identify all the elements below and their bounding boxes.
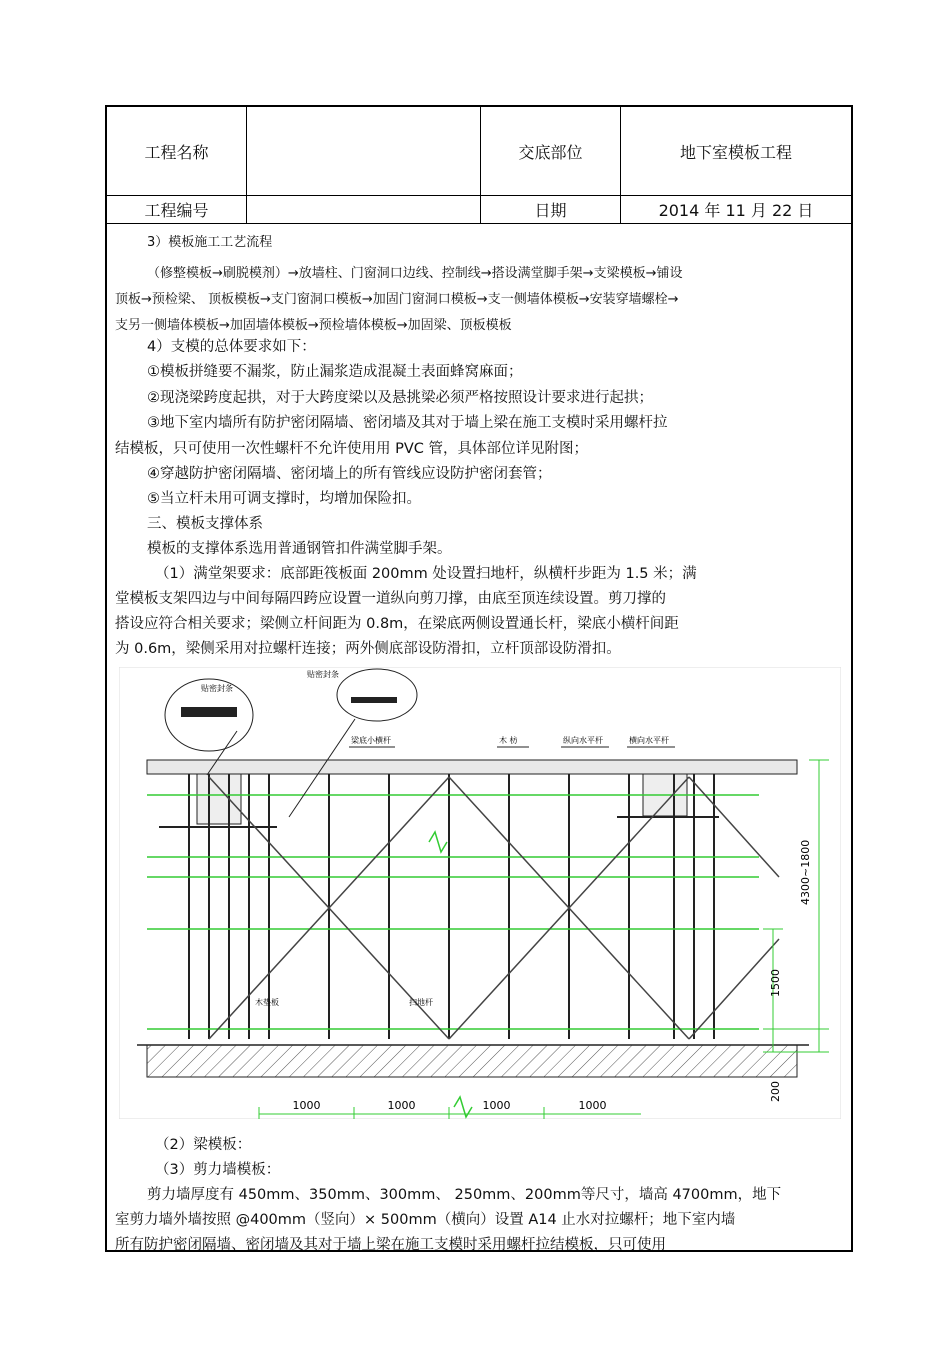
bottom-dim-label: 1000 bbox=[292, 1099, 321, 1112]
slab bbox=[147, 760, 797, 774]
header-table bbox=[107, 107, 851, 223]
requirement-5: ⑤当立杆未用可调支撑时，均增加保险扣。 bbox=[147, 491, 421, 507]
callout-right-label: 贴密封条 bbox=[307, 670, 339, 679]
shear-wall-line-2: 室剪力墙外墙按照 @400mm（竖向）× 500mm（横向）设置 A14 止水对拉螺杆；地下室内墙 bbox=[115, 1212, 736, 1228]
callout-left-detail bbox=[181, 707, 237, 717]
callout-right-circle bbox=[337, 669, 417, 721]
section-three-title: 三、模板支撑体系 bbox=[147, 516, 263, 532]
scaffold-req-line-2: 堂模板支架四边与中间每隔四跨应设置一道纵向剪刀撑，由底至顶连续设置。剪刀撑的 bbox=[115, 591, 666, 607]
location-label: 交底部位 bbox=[481, 107, 621, 195]
scaffold-diagram bbox=[119, 667, 841, 1119]
dim-base: 200 bbox=[769, 1081, 782, 1102]
requirement-2: ②现浇梁跨度起拱，对于大跨度梁以及悬挑梁必须严格按照设计要求进行起拱； bbox=[147, 390, 653, 406]
process-flow-line-3: 支另一侧墙体模板→加固墙体模板→预检墙体模板→加固梁、顶板模板 bbox=[115, 318, 512, 333]
process-flow-line-2: 顶板→预检梁、 顶板模板→支门窗洞口模板→加固门窗洞口模板→支一侧墙体模板→安装穿墙螺栓→ bbox=[115, 292, 679, 307]
date-label: 日期 bbox=[481, 196, 621, 223]
project-name-value bbox=[247, 107, 481, 195]
beam-template-title: （2）梁模板： bbox=[155, 1137, 252, 1153]
label-wood: 木 枋 bbox=[499, 736, 518, 745]
bottom-dim-label: 1000 bbox=[578, 1099, 607, 1112]
callout-left-label: 贴密封条 bbox=[201, 684, 233, 693]
project-no-label: 工程编号 bbox=[107, 196, 247, 223]
header-bottom-line bbox=[107, 223, 851, 224]
beam-left bbox=[197, 774, 241, 824]
scaffold-req-line-4: 为 0.6m，梁侧采用对拉螺杆连接；两外侧底部设防滑扣，立杆顶部设防滑扣。 bbox=[115, 641, 621, 657]
section-4-title: 4）支模的总体要求如下： bbox=[147, 339, 316, 355]
bottom-dim-label: 1000 bbox=[387, 1099, 416, 1112]
requirement-3a: ③地下室内墙所有防护密闭隔墙、密闭墙及其对于墙上梁在施工支模时采用螺杆拉 bbox=[147, 415, 668, 431]
requirement-4: ④穿越防护密闭隔墙、密闭墙上的所有管线应设防护密闭套管； bbox=[147, 466, 552, 482]
requirement-1: ①模板拼缝要不漏浆，防止漏浆造成混凝土表面蜂窝麻面； bbox=[147, 364, 523, 380]
dim-total: 4300~1800 bbox=[799, 839, 812, 905]
shear-wall-line-3: 所有防护密闭隔墙、密闭墙及其对于墙上梁在施工支模时采用螺杆拉结模板，只可使用 bbox=[115, 1237, 666, 1253]
date-value: 2014 年 11 月 22 日 bbox=[658, 201, 814, 220]
location-value: 地下室模板工程 bbox=[679, 142, 792, 162]
label-pad: 木垫板 bbox=[255, 998, 279, 1007]
requirement-3b: 结模板，只可使用一次性螺杆不允许使用用 PVC 管，具体部位详见附图； bbox=[115, 441, 589, 457]
scaffold-req-line-1: （1）满堂架要求：底部距筏板面 200mm 处设置扫地杆，纵横杆步距为 1.5 米；满 bbox=[155, 566, 697, 582]
raft-slab bbox=[147, 1045, 797, 1077]
callout-right-detail bbox=[351, 697, 397, 703]
section-3-title: 3）模板施工工艺流程 bbox=[147, 235, 273, 250]
label-beam-bar: 梁底小横杆 bbox=[351, 736, 391, 745]
label-long-bar: 纵向水平杆 bbox=[563, 736, 603, 745]
support-intro: 模板的支撑体系选用普通钢管扣件满堂脚手架。 bbox=[147, 541, 452, 557]
document-frame bbox=[105, 105, 853, 1252]
label-cross-bar: 横向水平杆 bbox=[629, 736, 669, 745]
project-no-value bbox=[247, 196, 481, 223]
bottom-dim-label: 1000 bbox=[482, 1099, 511, 1112]
shear-wall-title: （3）剪力墙模板： bbox=[155, 1162, 281, 1178]
shear-wall-line-1: 剪力墙厚度有 450mm、350mm、300mm、 250mm、200mm等尺寸，墙高 4700mm，地下 bbox=[147, 1187, 782, 1203]
process-flow-line-1: （修整模板→刷脱模剂）→放墙柱、门窗洞口边线、控制线→搭设满堂脚手架→支梁模板→铺设 bbox=[147, 266, 683, 281]
label-sweep: 扫地杆 bbox=[409, 998, 433, 1007]
scaffold-req-line-3: 搭设应符合相关要求；梁侧立杆间距为 0.8m，在梁底两侧设置通长杆，梁底小横杆间距 bbox=[115, 616, 679, 632]
dim-step: 1500 bbox=[769, 969, 782, 997]
project-name-label: 工程名称 bbox=[107, 107, 247, 195]
